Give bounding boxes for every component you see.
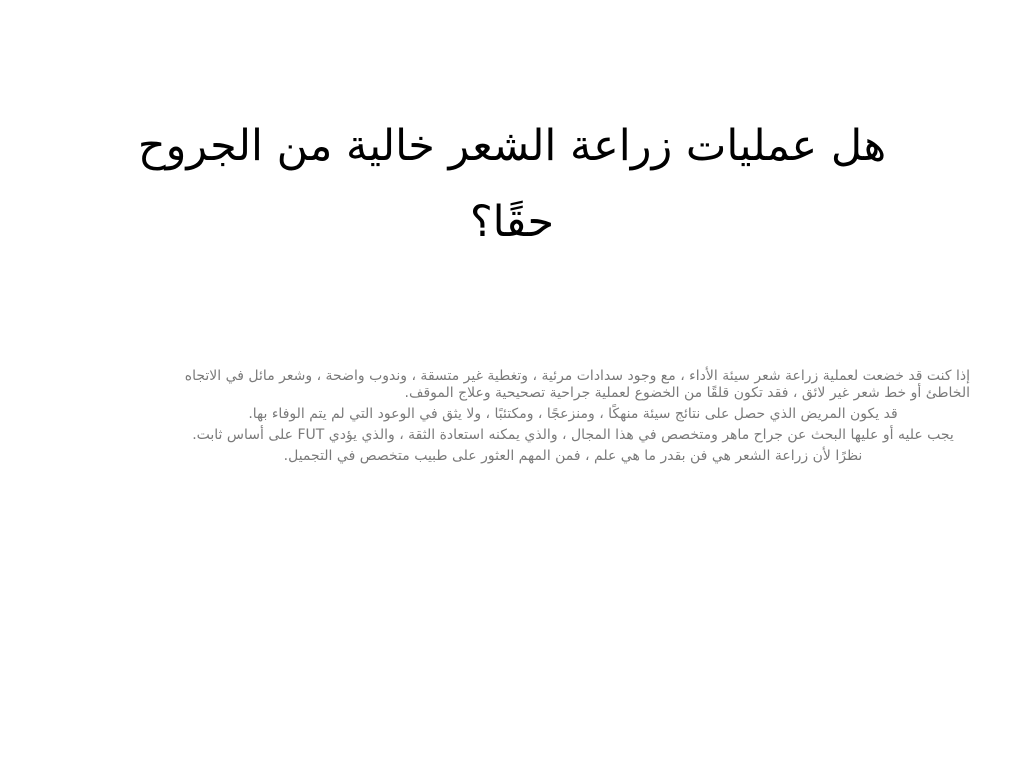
body-paragraph-3: يجب عليه أو عليها البحث عن جراح ماهر ومتخصص في هذا المجال ، والذي يمكنه استعادة الثقة ، والذي يؤدي FUT على أساس ثابت. bbox=[192, 427, 954, 443]
body-paragraph-4: نظرًا لأن زراعة الشعر هي فن بقدر ما هي علم ، فمن المهم العثور على طبيب متخصص في التجميل. bbox=[283, 448, 863, 464]
slide-title: هل عمليات زراعة الشعر خالية من الجروح حقًا؟ bbox=[137, 121, 887, 247]
body-paragraph-2: قد يكون المريض الذي حصل على نتائج سيئة منهكًا ، ومنزعجًا ، ومكتئبًا ، ولا يثق في الوعود التي لم يتم الوفاء بها. bbox=[248, 406, 898, 422]
slide-body bbox=[176, 368, 970, 469]
body-paragraph-1: إذا كنت قد خضعت لعملية زراعة شعر سيئة الأداء ، مع وجود سدادات مرئية ، وتغطية غير متسقة ، وندوب واضحة ، وشعر مائل في الاتجاه الخاطئ أو خط شعر غير لائق ، فقد تكون قلقًا من الخضوع لعملية جراحية تصحيحية وعلاج الموقف. bbox=[184, 368, 970, 401]
